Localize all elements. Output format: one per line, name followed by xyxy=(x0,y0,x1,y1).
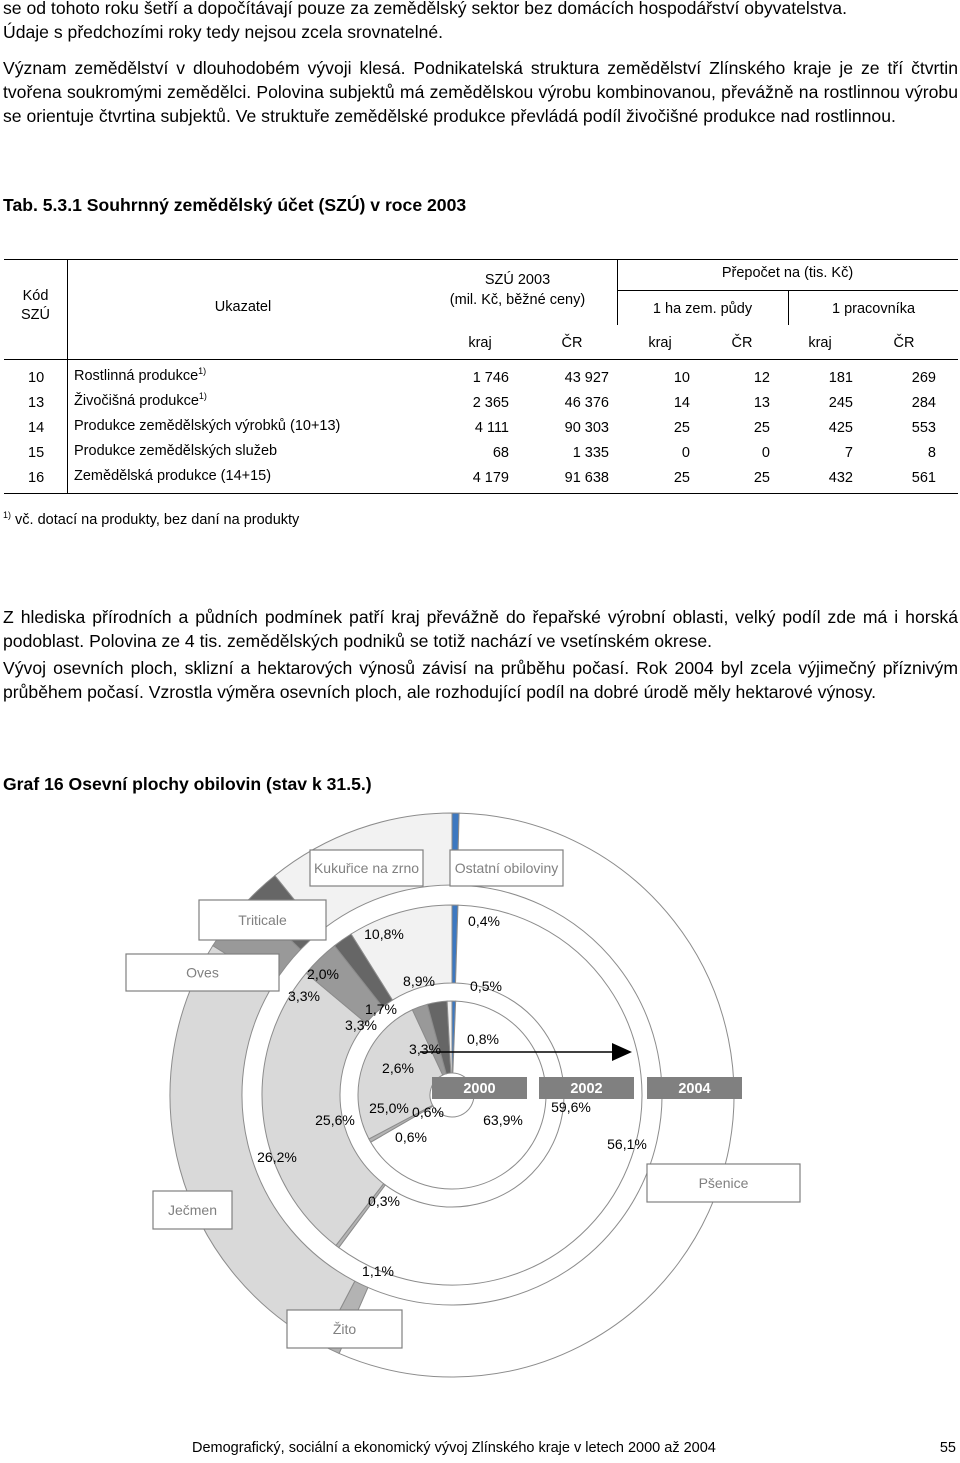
row-value: 181 xyxy=(828,370,853,386)
intro-line-1: se od tohoto roku šetří a dopočítávají pouze za zemědělský sektor bez domácích hospodářství obyvatelstva. xyxy=(3,0,847,18)
row-label-text: Živočišná produkce xyxy=(74,393,199,409)
legend-label: Ječmen xyxy=(167,1202,218,1218)
legend-label: Pšenice xyxy=(698,1175,749,1191)
legend-label: Kukuřice na zrno xyxy=(313,860,420,876)
ring-label-2002: 2002 xyxy=(570,1081,603,1097)
row-value: 14 xyxy=(673,395,690,411)
row-code: 14 xyxy=(28,420,45,436)
footnote-text: vč. dotací na produkty, bez daní na produkty xyxy=(15,512,300,528)
row-value: 90 303 xyxy=(564,420,609,436)
row-value: 25 xyxy=(753,420,770,436)
row-value: 12 xyxy=(753,370,770,386)
row-value: 25 xyxy=(673,470,690,486)
data-label: 1,1% xyxy=(362,1263,394,1279)
row-label-footnote-mark: 1) xyxy=(198,366,207,376)
row-value: 1 746 xyxy=(472,370,509,386)
row-value: 25 xyxy=(673,420,690,436)
legend-label: Oves xyxy=(186,964,219,981)
data-label: 1,7% xyxy=(365,1001,397,1017)
header-szu-units: (mil. Kč, běžné ceny) xyxy=(449,292,586,308)
row-value: 4 111 xyxy=(474,420,509,436)
page-number: 55 xyxy=(939,1440,956,1456)
table-title: Tab. 5.3.1 Souhrnný zemědělský účet (SZÚ) v roce 2003 xyxy=(3,195,467,215)
data-label: 56,1% xyxy=(607,1136,647,1152)
row-value: 425 xyxy=(828,420,853,436)
data-label: 63,9% xyxy=(483,1112,523,1128)
row-code: 16 xyxy=(28,470,45,486)
row-value: 7 xyxy=(844,445,853,461)
footnote-mark: 1) xyxy=(3,510,12,520)
subheader-1: ČR xyxy=(561,335,583,351)
subheader-5: ČR xyxy=(893,335,915,351)
data-label: 2,6% xyxy=(382,1060,414,1076)
header-ukazatel: Ukazatel xyxy=(214,299,272,315)
data-label: 3,3% xyxy=(345,1017,377,1033)
subheader-4: kraj xyxy=(808,335,832,351)
row-value: 561 xyxy=(911,470,936,486)
data-label: 0,6% xyxy=(412,1104,444,1120)
paragraph-significance: Význam zemědělství v dlouhodobém vývoji klesá. Podnikatelská struktura zemědělství Zlínského kraje je ze tří čtvrtin tvořena soukromými zemědělci. Polovina subjektů má zemědělskou výrobu kombinovanou, převážně na rostlinnou výrobu se orientuje čtvrtina subjektů. Ve struktuře zemědělské produkce převládá podíl živočišné produkce nad rostlinnou. xyxy=(3,58,958,126)
header-ha: 1 ha zem. půdy xyxy=(652,301,753,317)
data-label: 2,0% xyxy=(307,966,339,982)
row-label-text: Rostlinná produkce xyxy=(74,368,199,384)
legend-label: Triticale xyxy=(238,912,287,928)
data-label: 59,6% xyxy=(551,1099,591,1115)
ring-label-2004: 2004 xyxy=(678,1081,711,1097)
row-label-text: Produkce zemědělských výrobků (10+13) xyxy=(74,418,341,434)
row-code: 10 xyxy=(28,370,45,386)
header-szu-code: SZÚ xyxy=(21,307,50,323)
data-label: 0,4% xyxy=(468,913,500,929)
paragraph-weather: Vývoj osevních ploch, sklizní a hektarových výnosů závisí na průběhu počasí. Rok 2004 byl zcela výjimečný příznivým průběhem počasí. Vzrostla výměra osevních ploch, ale rozhodující podíl na dobré úrodě měly hektarové výnosy. xyxy=(3,658,958,702)
data-label: 0,8% xyxy=(467,1031,499,1047)
row-value: 1 335 xyxy=(572,445,609,461)
legend-label: Ostatní obiloviny xyxy=(454,860,559,876)
data-label: 0,5% xyxy=(470,978,502,994)
data-label: 0,3% xyxy=(368,1193,400,1209)
data-label: 25,0% xyxy=(369,1100,409,1116)
row-code: 13 xyxy=(28,395,45,411)
header-szu-2003: SZÚ 2003 xyxy=(484,272,551,288)
header-prepocet: Přepočet na (tis. Kč) xyxy=(721,265,854,281)
row-value: 91 638 xyxy=(564,470,609,486)
row-value: 0 xyxy=(761,445,770,461)
data-label: 3,3% xyxy=(288,988,320,1004)
row-value: 245 xyxy=(828,395,853,411)
row-value: 553 xyxy=(911,420,936,436)
row-value: 432 xyxy=(828,470,853,486)
row-value: 10 xyxy=(673,370,690,386)
header-pracovnik: 1 pracovníka xyxy=(831,301,916,317)
subheader-3: ČR xyxy=(731,335,753,351)
row-value: 0 xyxy=(681,445,690,461)
row-value: 68 xyxy=(492,445,509,461)
row-label-text: Produkce zemědělských služeb xyxy=(74,443,278,459)
data-label: 3,3% xyxy=(409,1041,441,1057)
row-value: 25 xyxy=(753,470,770,486)
graph-title: Graf 16 Osevní plochy obilovin (stav k 31.5.) xyxy=(3,774,372,794)
row-value: 2 365 xyxy=(472,395,509,411)
row-value: 284 xyxy=(911,395,936,411)
row-value: 8 xyxy=(927,445,936,461)
row-value: 13 xyxy=(753,395,770,411)
row-value: 43 927 xyxy=(564,370,609,386)
data-label: 25,6% xyxy=(315,1112,355,1128)
data-label: 26,2% xyxy=(257,1149,297,1165)
data-label: 0,6% xyxy=(395,1129,427,1145)
row-label-footnote-mark: 1) xyxy=(198,391,207,401)
ring-label-2000: 2000 xyxy=(463,1081,496,1097)
header-kod: Kód xyxy=(22,288,49,304)
intro-line-2: Údaje s předchozími roky tedy nejsou zcela srovnatelné. xyxy=(3,22,444,42)
subheader-0: kraj xyxy=(468,335,492,351)
subheader-2: kraj xyxy=(648,335,672,351)
page-footer: Demografický, sociální a ekonomický vývoj Zlínského kraje v letech 2000 až 2004 xyxy=(192,1440,716,1456)
paragraph-conditions: Z hlediska přírodních a půdních podmínek patří kraj převážně do řepařské výrobní oblasti, velký podíl zde má i horská podoblast. Polovina ze 4 tis. zemědělských podniků se totiž nachází ve vsetínském okrese. xyxy=(3,607,958,651)
row-value: 4 179 xyxy=(472,470,509,486)
legend-label: Žito xyxy=(332,1321,357,1337)
data-label: 8,9% xyxy=(403,973,435,989)
row-value: 269 xyxy=(911,370,936,386)
row-code: 15 xyxy=(28,445,45,461)
row-label-text: Zemědělská produkce (14+15) xyxy=(74,468,272,484)
row-value: 46 376 xyxy=(564,395,609,411)
data-label: 10,8% xyxy=(364,926,404,942)
